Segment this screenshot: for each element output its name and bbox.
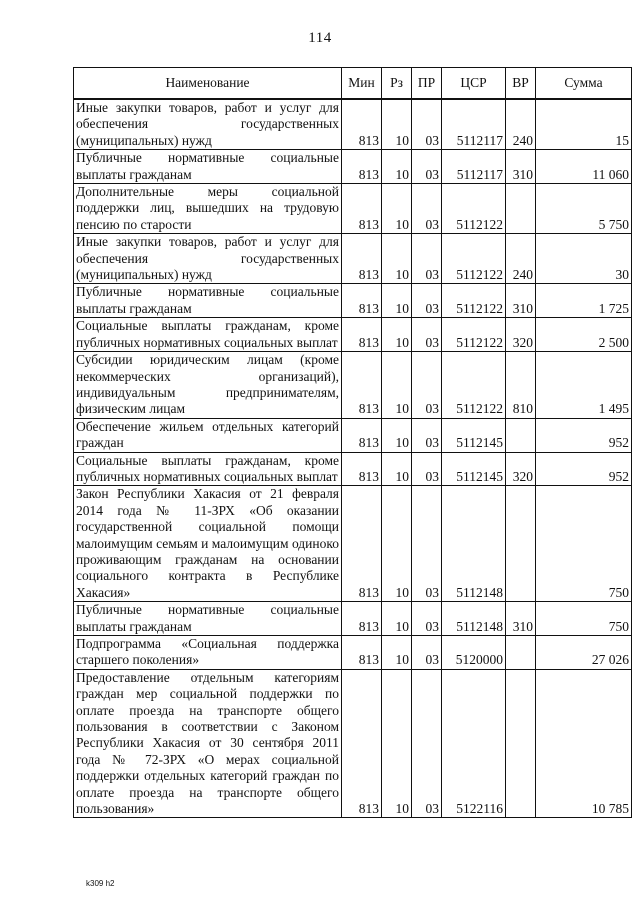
- cell-vr: 310: [506, 602, 536, 636]
- table-row: [74, 636, 632, 670]
- cell-min: 813: [342, 418, 382, 452]
- cell-csr: 5112122: [442, 234, 506, 284]
- cell-csr: 5112122: [442, 318, 506, 352]
- cell-sum: 11 060: [536, 150, 632, 184]
- cell-min: 813: [342, 669, 382, 818]
- cell-rz: 10: [382, 99, 412, 150]
- cell-min: 813: [342, 318, 382, 352]
- cell-sum: 1 725: [536, 284, 632, 318]
- cell-rz: 10: [382, 318, 412, 352]
- cell-vr: [506, 486, 536, 602]
- cell-csr: 5112148: [442, 486, 506, 602]
- table-row: [74, 486, 632, 602]
- cell-sum: 2 500: [536, 318, 632, 352]
- cell-min: 813: [342, 234, 382, 284]
- header-vr: ВР: [506, 68, 536, 100]
- cell-pr: 03: [412, 318, 442, 352]
- cell-sum: 10 785: [536, 669, 632, 818]
- cell-sum: 27 026: [536, 636, 632, 670]
- cell-sum: 952: [536, 418, 632, 452]
- cell-pr: 03: [412, 669, 442, 818]
- cell-rz: 10: [382, 284, 412, 318]
- cell-rz: 10: [382, 234, 412, 284]
- cell-min: 813: [342, 452, 382, 486]
- cell-rz: 10: [382, 452, 412, 486]
- cell-sum: 30: [536, 234, 632, 284]
- cell-vr: 320: [506, 318, 536, 352]
- cell-csr: 5112122: [442, 352, 506, 419]
- header-min: Мин: [342, 68, 382, 100]
- cell-pr: 03: [412, 99, 442, 150]
- cell-sum: 750: [536, 486, 632, 602]
- cell-sum: 1 495: [536, 352, 632, 419]
- cell-min: 813: [342, 352, 382, 419]
- cell-sum: 952: [536, 452, 632, 486]
- cell-vr: 320: [506, 452, 536, 486]
- cell-rz: 10: [382, 602, 412, 636]
- cell-pr: 03: [412, 234, 442, 284]
- cell-rz: 10: [382, 486, 412, 602]
- header-csr: ЦСР: [442, 68, 506, 100]
- header-pr: ПР: [412, 68, 442, 100]
- table-row: [74, 184, 632, 234]
- cell-rz: 10: [382, 184, 412, 234]
- cell-name: Социальные выплаты гражданам, кроме публичных нормативных социальных выплат: [74, 452, 342, 486]
- cell-csr: 5112117: [442, 150, 506, 184]
- table-row: [74, 602, 632, 636]
- cell-csr: 5112145: [442, 452, 506, 486]
- cell-name: Обеспечение жильем отдельных категорий граждан: [74, 418, 342, 452]
- cell-vr: 310: [506, 284, 536, 318]
- cell-pr: 03: [412, 418, 442, 452]
- cell-vr: [506, 669, 536, 818]
- table-row: [74, 234, 632, 284]
- cell-sum: 750: [536, 602, 632, 636]
- cell-vr: 810: [506, 352, 536, 419]
- cell-sum: 5 750: [536, 184, 632, 234]
- cell-name: Социальные выплаты гражданам, кроме публичных нормативных социальных выплат: [74, 318, 342, 352]
- cell-rz: 10: [382, 150, 412, 184]
- cell-min: 813: [342, 150, 382, 184]
- page-number: 114: [308, 30, 332, 46]
- cell-min: 813: [342, 184, 382, 234]
- cell-vr: [506, 636, 536, 670]
- table-body: [74, 99, 632, 818]
- cell-name: Публичные нормативные социальные выплаты гражданам: [74, 284, 342, 318]
- cell-sum: 15: [536, 99, 632, 150]
- table-header-row: [74, 68, 632, 100]
- table-row: [74, 99, 632, 150]
- cell-name: Субсидии юридическим лицам (кроме некоммерческих организаций), индивидуальным предпринимателям, физическим лицам: [74, 352, 342, 419]
- cell-name: Иные закупки товаров, работ и услуг для обеспечения государственных (муниципальных) нужд: [74, 99, 342, 150]
- table-row: [74, 352, 632, 419]
- cell-csr: 5120000: [442, 636, 506, 670]
- cell-min: 813: [342, 602, 382, 636]
- cell-csr: 5122116: [442, 669, 506, 818]
- cell-vr: 240: [506, 234, 536, 284]
- cell-pr: 03: [412, 452, 442, 486]
- cell-min: 813: [342, 636, 382, 670]
- cell-vr: 310: [506, 150, 536, 184]
- header-rz: Рз: [382, 68, 412, 100]
- cell-csr: 5112145: [442, 418, 506, 452]
- cell-name: Закон Республики Хакасия от 21 февраля 2014 года № 11-ЗРХ «Об оказании государственной социальной помощи малоимущим семьям и малоимущим одиноко проживающим гражданам на основании социального контракта в Республике Хакасия»: [74, 486, 342, 602]
- cell-vr: [506, 418, 536, 452]
- cell-min: 813: [342, 486, 382, 602]
- footer-code: k309 h2: [86, 879, 115, 888]
- cell-name: Публичные нормативные социальные выплаты гражданам: [74, 150, 342, 184]
- cell-name: Публичные нормативные социальные выплаты гражданам: [74, 602, 342, 636]
- cell-csr: 5112148: [442, 602, 506, 636]
- cell-pr: 03: [412, 486, 442, 602]
- table-row: [74, 452, 632, 486]
- cell-csr: 5112122: [442, 284, 506, 318]
- cell-name: Иные закупки товаров, работ и услуг для обеспечения государственных (муниципальных) нужд: [74, 234, 342, 284]
- table-row: [74, 284, 632, 318]
- table-row: [74, 150, 632, 184]
- cell-csr: 5112122: [442, 184, 506, 234]
- cell-rz: 10: [382, 352, 412, 419]
- header-name: Наименование: [74, 68, 342, 100]
- cell-rz: 10: [382, 636, 412, 670]
- cell-pr: 03: [412, 602, 442, 636]
- cell-pr: 03: [412, 284, 442, 318]
- cell-min: 813: [342, 99, 382, 150]
- cell-min: 813: [342, 284, 382, 318]
- cell-pr: 03: [412, 150, 442, 184]
- cell-pr: 03: [412, 184, 442, 234]
- cell-pr: 03: [412, 352, 442, 419]
- cell-rz: 10: [382, 669, 412, 818]
- cell-name: Дополнительные меры социальной поддержки лиц, вышедших на трудовую пенсию по старости: [74, 184, 342, 234]
- cell-rz: 10: [382, 418, 412, 452]
- cell-vr: [506, 184, 536, 234]
- cell-name: Подпрограмма «Социальная поддержка старшего поколения»: [74, 636, 342, 670]
- table-row: [74, 669, 632, 818]
- cell-csr: 5112117: [442, 99, 506, 150]
- cell-pr: 03: [412, 636, 442, 670]
- cell-vr: 240: [506, 99, 536, 150]
- cell-name: Предоставление отдельным категориям граждан мер социальной поддержки по оплате проезда на транспорте общего пользования в соответствии с Законом Республики Хакасия от 30 сентября 2011 года № 72-ЗРХ «О мерах социальной поддержки отдельных категорий граждан по оплате проезда на транспорте общего пользования»: [74, 669, 342, 818]
- header-sum: Сумма: [536, 68, 632, 100]
- table-row: [74, 318, 632, 352]
- table-row: [74, 418, 632, 452]
- budget-table: [73, 67, 632, 818]
